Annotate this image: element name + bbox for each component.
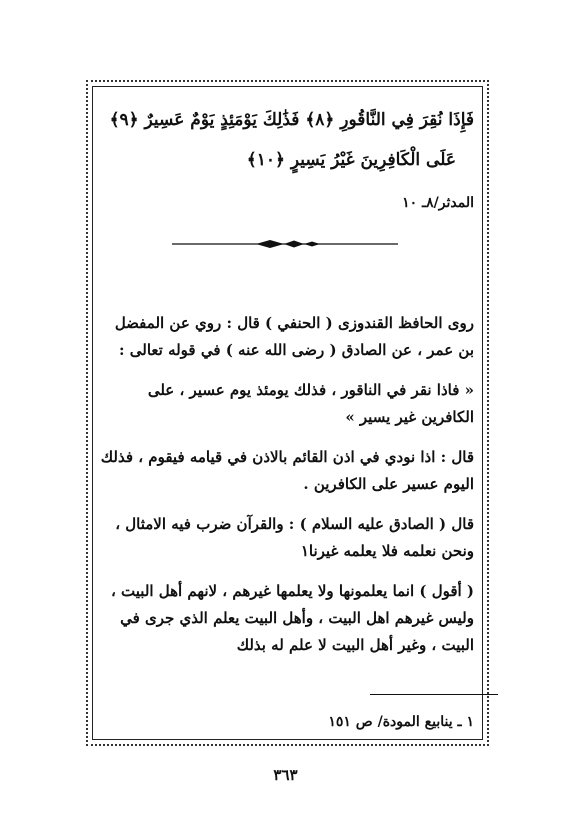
paragraph-saying: قال ( الصادق عليه السلام ) : والقرآن ضرب فيه الامثال ، ونحن نعلمه فلا يعلمه غيرنا١ [115, 515, 474, 560]
verse-reference: المدثر/٨ـ ١٠ [402, 195, 474, 211]
verse-line-1: فَإِذَا نُقِرَ فِي النَّاقُورِ ﴿٨﴾ فَذَٰلِكَ يَوْمَئِذٍ يَوْمٌ عَسِيرٌ ﴿٩﴾ [109, 110, 474, 130]
footnote-separator [370, 694, 498, 695]
verse-line-2: عَلَى الْكَافِرِينَ غَيْرُ يَسِيرٍ ﴿١٠﴾ [246, 150, 456, 170]
ornament-divider [172, 238, 398, 250]
main-text [100, 310, 474, 672]
paragraph-explanation: قال : اذا نودي في اذن القائم بالاذن في قيامه فيقوم ، فذلك اليوم عسير على الكافرين . [100, 448, 474, 493]
footnote: ١ ـ ينابيع المودة/ ص ١٥١ [328, 714, 474, 730]
paragraph-verse-quote: « فاذا نقر في الناقور ، فذلك يومئذ يوم عسير ، على الكافرين غير يسير » [147, 381, 474, 426]
page-number: ٣٦٣ [273, 766, 298, 784]
paragraph-commentary: ( أقول ) انما يعلمونها ولا يعلمها غيرهم ، لانهم أهل البيت ، وليس غيرهم اهل البيت ، وأهل البيت يعلم الذي جرى في البيت ، وغير أهل البيت لا علم له بذلك [110, 582, 474, 654]
quran-verse [104, 100, 474, 180]
paragraph-narration: روى الحافظ القندوزى ( الحنفي ) قال : روي عن المفضل بن عمر ، عن الصادق ( رضى الله عنه ) في قوله تعالى : [114, 314, 474, 359]
